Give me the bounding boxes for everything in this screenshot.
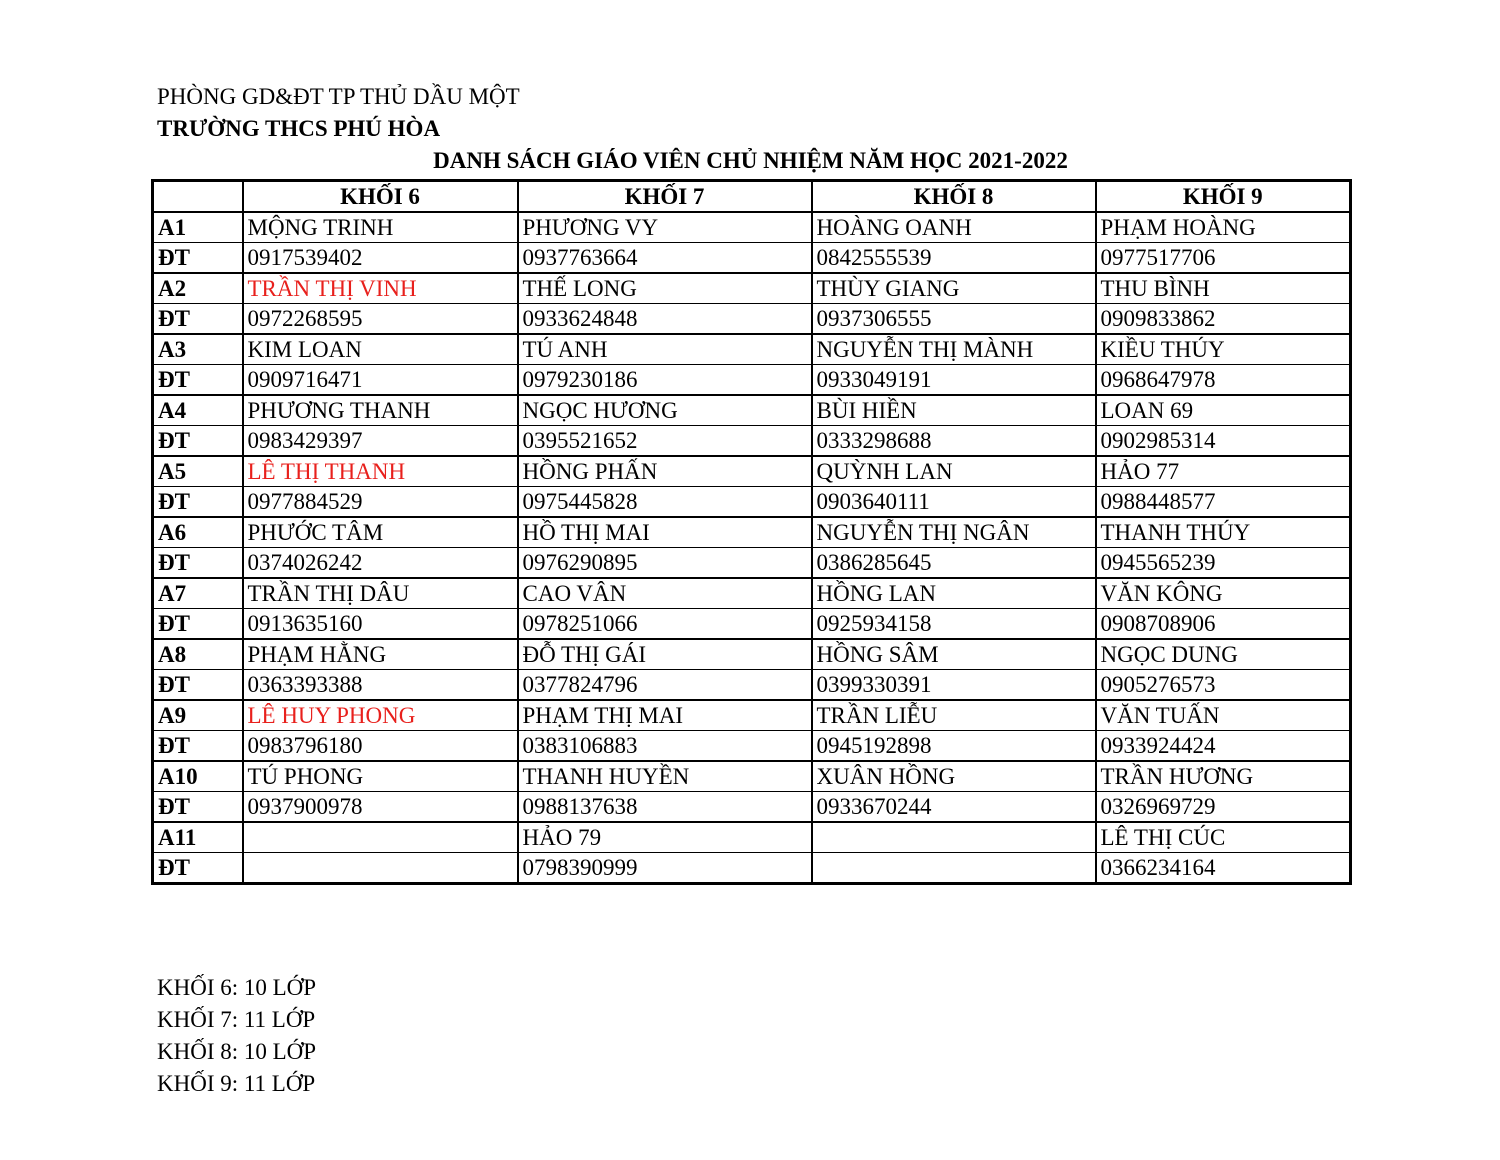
corner-cell — [153, 181, 243, 213]
teacher-name-cell: LÊ THỊ THANH — [243, 456, 518, 487]
phone-number-cell: 0386285645 — [812, 548, 1096, 579]
phone-number-cell: 0377824796 — [518, 670, 812, 701]
phone-row — [153, 426, 1351, 457]
phone-number-cell: 0983796180 — [243, 731, 518, 762]
phone-number-cell: 0333298688 — [812, 426, 1096, 457]
class-label: A7 — [153, 578, 243, 609]
phone-label: ĐT — [153, 243, 243, 274]
class-row — [153, 761, 1351, 792]
teacher-name-cell: NGỌC HƯƠNG — [518, 395, 812, 426]
phone-row — [153, 243, 1351, 274]
teacher-name-cell — [243, 822, 518, 853]
summary-khoi-8: KHỐI 8: 10 LỚP — [157, 1039, 317, 1064]
teacher-name-cell: THU BÌNH — [1096, 273, 1351, 304]
teacher-name-cell: KIM LOAN — [243, 334, 518, 365]
phone-number-cell: 0326969729 — [1096, 792, 1351, 823]
teacher-name-cell: HỒNG LAN — [812, 578, 1096, 609]
phone-number-cell: 0933924424 — [1096, 731, 1351, 762]
class-row — [153, 395, 1351, 426]
document-title: DANH SÁCH GIÁO VIÊN CHỦ NHIỆM NĂM HỌC 2021-2022 — [433, 148, 1068, 173]
phone-number-cell: 0383106883 — [518, 731, 812, 762]
class-label: A5 — [153, 456, 243, 487]
class-label: A11 — [153, 822, 243, 853]
teacher-name-cell: LOAN 69 — [1096, 395, 1351, 426]
teacher-name-cell: HẢO 79 — [518, 822, 812, 853]
teacher-name-cell: THÙY GIANG — [812, 273, 1096, 304]
phone-number-cell: 0933049191 — [812, 365, 1096, 396]
table-body — [153, 212, 1351, 884]
phone-row — [153, 731, 1351, 762]
column-header-khoi-9: KHỐI 9 — [1096, 181, 1351, 213]
phone-number-cell: 0968647978 — [1096, 365, 1351, 396]
summary-khoi-7: KHỐI 7: 11 LỚP — [157, 1007, 316, 1032]
phone-label: ĐT — [153, 792, 243, 823]
class-row — [153, 273, 1351, 304]
class-label: A1 — [153, 212, 243, 243]
teacher-name-cell: PHƯỚC TÂM — [243, 517, 518, 548]
teacher-name-cell: VĂN TUẤN — [1096, 700, 1351, 731]
phone-number-cell: 0977884529 — [243, 487, 518, 518]
teacher-name-cell: THANH THÚY — [1096, 517, 1351, 548]
phone-label: ĐT — [153, 487, 243, 518]
phone-row — [153, 487, 1351, 518]
phone-number-cell: 0913635160 — [243, 609, 518, 640]
phone-number-cell: 0937900978 — [243, 792, 518, 823]
phone-row — [153, 853, 1351, 884]
phone-number-cell: 0909833862 — [1096, 304, 1351, 335]
phone-label: ĐT — [153, 365, 243, 396]
teacher-name-cell: THẾ LONG — [518, 273, 812, 304]
phone-number-cell: 0917539402 — [243, 243, 518, 274]
phone-number-cell: 0363393388 — [243, 670, 518, 701]
class-label: A4 — [153, 395, 243, 426]
teacher-name-cell: PHẠM HOÀNG — [1096, 212, 1351, 243]
class-row — [153, 578, 1351, 609]
teacher-name-cell: PHẠM HẰNG — [243, 639, 518, 670]
phone-number-cell: 0988137638 — [518, 792, 812, 823]
teacher-name-cell: HẢO 77 — [1096, 456, 1351, 487]
grade-summary — [157, 972, 316, 1100]
phone-number-cell — [243, 853, 518, 884]
phone-number-cell: 0366234164 — [1096, 853, 1351, 884]
teacher-name-cell: TRẦN HƯƠNG — [1096, 761, 1351, 792]
phone-label: ĐT — [153, 426, 243, 457]
phone-label: ĐT — [153, 609, 243, 640]
phone-number-cell: 0903640111 — [812, 487, 1096, 518]
class-label: A2 — [153, 273, 243, 304]
teacher-name-cell: HỒNG SÂM — [812, 639, 1096, 670]
school-name: TRƯỜNG THCS PHÚ HÒA — [157, 116, 441, 141]
phone-number-cell: 0945192898 — [812, 731, 1096, 762]
phone-label: ĐT — [153, 670, 243, 701]
teacher-name-cell: TRẦN THỊ DÂU — [243, 578, 518, 609]
phone-number-cell: 0842555539 — [812, 243, 1096, 274]
teacher-name-cell: CAO VÂN — [518, 578, 812, 609]
phone-number-cell: 0925934158 — [812, 609, 1096, 640]
phone-number-cell: 0977517706 — [1096, 243, 1351, 274]
teacher-name-cell: THANH HUYỀN — [518, 761, 812, 792]
teacher-name-cell: NGUYỄN THỊ MÀNH — [812, 334, 1096, 365]
phone-number-cell: 0979230186 — [518, 365, 812, 396]
department-name: PHÒNG GD&ĐT TP THỦ DẦU MỘT — [157, 84, 520, 109]
phone-number-cell: 0937763664 — [518, 243, 812, 274]
teacher-name-cell: TÚ ANH — [518, 334, 812, 365]
teacher-name-cell: PHƯƠNG THANH — [243, 395, 518, 426]
phone-row — [153, 365, 1351, 396]
phone-number-cell: 0798390999 — [518, 853, 812, 884]
phone-number-cell: 0983429397 — [243, 426, 518, 457]
class-row — [153, 212, 1351, 243]
teacher-name-cell: QUỲNH LAN — [812, 456, 1096, 487]
phone-number-cell: 0902985314 — [1096, 426, 1351, 457]
teacher-name-cell: LÊ HUY PHONG — [243, 700, 518, 731]
phone-number-cell: 0908708906 — [1096, 609, 1351, 640]
teacher-name-cell: MỘNG TRINH — [243, 212, 518, 243]
teacher-name-cell: VĂN KÔNG — [1096, 578, 1351, 609]
teacher-name-cell: NGỌC DUNG — [1096, 639, 1351, 670]
phone-number-cell: 0933624848 — [518, 304, 812, 335]
summary-khoi-6: KHỐI 6: 10 LỚP — [157, 975, 317, 1000]
table-header-row — [153, 181, 1351, 213]
class-label: A3 — [153, 334, 243, 365]
phone-row — [153, 609, 1351, 640]
teacher-name-cell: HOÀNG OANH — [812, 212, 1096, 243]
phone-number-cell: 0937306555 — [812, 304, 1096, 335]
class-label: A9 — [153, 700, 243, 731]
phone-number-cell: 0395521652 — [518, 426, 812, 457]
teacher-name-cell: ĐỖ THỊ GÁI — [518, 639, 812, 670]
phone-row — [153, 792, 1351, 823]
teacher-name-cell: HỒNG PHẤN — [518, 456, 812, 487]
class-row — [153, 517, 1351, 548]
class-row — [153, 822, 1351, 853]
class-label: A8 — [153, 639, 243, 670]
class-label: A6 — [153, 517, 243, 548]
teacher-name-cell: PHƯƠNG VY — [518, 212, 812, 243]
phone-label: ĐT — [153, 304, 243, 335]
class-row — [153, 456, 1351, 487]
column-header-khoi-8: KHỐI 8 — [812, 181, 1096, 213]
teacher-name-cell: NGUYỄN THỊ NGÂN — [812, 517, 1096, 548]
homeroom-teacher-table — [151, 179, 1352, 885]
phone-number-cell: 0399330391 — [812, 670, 1096, 701]
phone-number-cell: 0976290895 — [518, 548, 812, 579]
teacher-name-cell: LÊ THỊ CÚC — [1096, 822, 1351, 853]
column-header-khoi-6: KHỐI 6 — [243, 181, 518, 213]
class-row — [153, 639, 1351, 670]
teacher-name-cell: PHẠM THỊ MAI — [518, 700, 812, 731]
class-label: A10 — [153, 761, 243, 792]
teacher-name-cell: TRẦN THỊ VINH — [243, 273, 518, 304]
phone-number-cell: 0988448577 — [1096, 487, 1351, 518]
teacher-name-cell: BÙI HIỀN — [812, 395, 1096, 426]
teacher-name-cell: TRẦN LIỄU — [812, 700, 1096, 731]
column-header-khoi-7: KHỐI 7 — [518, 181, 812, 213]
class-row — [153, 700, 1351, 731]
phone-row — [153, 548, 1351, 579]
phone-number-cell — [812, 853, 1096, 884]
phone-label: ĐT — [153, 548, 243, 579]
phone-number-cell: 0909716471 — [243, 365, 518, 396]
phone-number-cell: 0972268595 — [243, 304, 518, 335]
summary-khoi-9: KHỐI 9: 11 LỚP — [157, 1071, 316, 1096]
teacher-name-cell — [812, 822, 1096, 853]
teacher-name-cell: KIỀU THÚY — [1096, 334, 1351, 365]
phone-label: ĐT — [153, 853, 243, 884]
phone-number-cell: 0933670244 — [812, 792, 1096, 823]
phone-number-cell: 0374026242 — [243, 548, 518, 579]
phone-number-cell: 0978251066 — [518, 609, 812, 640]
phone-number-cell: 0975445828 — [518, 487, 812, 518]
phone-number-cell: 0905276573 — [1096, 670, 1351, 701]
phone-label: ĐT — [153, 731, 243, 762]
phone-row — [153, 670, 1351, 701]
class-row — [153, 334, 1351, 365]
phone-row — [153, 304, 1351, 335]
teacher-name-cell: TÚ PHONG — [243, 761, 518, 792]
teacher-name-cell: HỒ THỊ MAI — [518, 517, 812, 548]
teacher-name-cell: XUÂN HỒNG — [812, 761, 1096, 792]
phone-number-cell: 0945565239 — [1096, 548, 1351, 579]
